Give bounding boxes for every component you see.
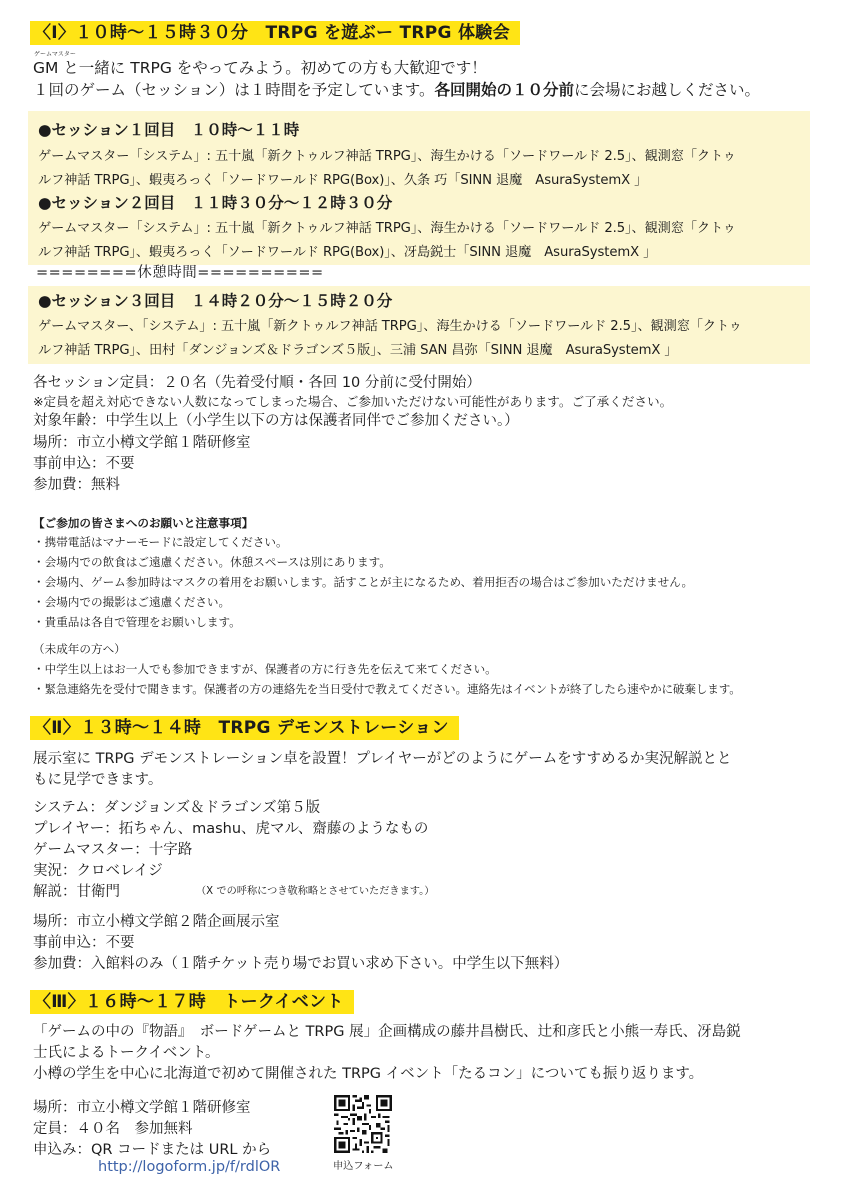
capacity: 各セッション定員：２０名（先着受付順・各回 10 分前に受付開始） (33, 375, 481, 391)
venue: 場所：市立小樽文学館１階研修室 (33, 435, 251, 451)
section3-capacity: 定員：４０名 参加無料 (33, 1121, 193, 1137)
session2-gm-line2: ルフ神話 TRPG」、蝦夷ろっく「ソードワールド RPG(Box)」、冴島鋭士「SINN 退魔 AsuraSystemX 」 (38, 245, 657, 260)
demo-system: システム：ダンジョンズ＆ドラゴンズ第５版 (33, 800, 321, 816)
demo-players: プレイヤー：拓ちゃん、mashu、虎マル、齋藤のようなもの (33, 821, 429, 837)
notice-item: ・携帯電話はマナーモードに設定してください。 (33, 535, 288, 549)
notice-item: ・会場内、ゲーム参加時はマスクの着用をお願いします。話すことが主になるため、着用拒否の場合はご参加いただけません。 (33, 575, 694, 589)
section2-venue: 場所：市立小樽文学館２階企画展示室 (33, 914, 280, 930)
intro-text-c: に会場にお越しください。 (573, 81, 760, 99)
section3-venue: 場所：市立小樽文学館１階研修室 (33, 1100, 251, 1116)
target-age: 対象年齢：中学生以上（小学生以下の方は保護者同伴でご参加ください。） (33, 413, 519, 429)
section3-apply: 申込み：QR コードまたは URL から (33, 1142, 272, 1158)
session3-title: ●セッション３回目 １４時２０分〜１５時２０分 (38, 292, 393, 310)
pre-registration: 事前申込：不要 (33, 456, 135, 472)
section1-heading: 〈Ⅰ〉１０時〜１５時３０分 TRPG を遊ぶー TRPG 体験会 (30, 21, 520, 45)
section2-desc-1: 展示室に TRPG デモンストレーション卓を設置！プレイヤーがどのようにゲームをすすめるか実況解説とと (33, 751, 732, 767)
demo-commentary: 実況：クロベレイジ (33, 863, 163, 879)
qr-caption: 申込フォーム (333, 1161, 394, 1172)
session1-gm-line2: ルフ神話 TRPG」、蝦夷ろっく「ソードワールド RPG(Box)」、久条 巧「SINN 退魔 AsuraSystemX 」 (38, 173, 648, 188)
gm-ruby: ゲームマスター (34, 51, 76, 58)
qr-code-icon[interactable] (334, 1095, 392, 1153)
demo-gm: ゲームマスター：十字路 (33, 842, 193, 858)
notice-title: 【ご参加の皆さまへのお願いと注意事項】 (33, 516, 254, 530)
notice-item: ・会場内での撮影はご遠慮ください。 (33, 595, 231, 609)
minor-title: （未成年の方へ） (33, 642, 126, 656)
session1-title: ●セッション１回目 １０時〜１１時 (38, 121, 300, 139)
section2-desc-2: もに見学できます。 (33, 772, 163, 788)
session2-gm-line1: ゲームマスター「システム」: 五十嵐「新クトゥルフ神話 TRPG」、海生かける「ソードワールド 2.5」、観測窓「クトゥ (38, 221, 736, 236)
intro-text-a: １回のゲーム（セッション）は１時間を予定しています。 (33, 81, 435, 99)
fee: 参加費：無料 (33, 477, 120, 493)
minor-note: ・緊急連絡先を受付で聞きます。保護者の方の連絡先を当日受付で教えてください。連絡先はイベントが終了したら速やかに破棄します。 (33, 682, 741, 696)
section2-pre-registration: 事前申込：不要 (33, 935, 135, 951)
section2-heading: 〈Ⅱ〉１３時〜１４時 TRPG デモンストレーション (30, 716, 459, 740)
section3-desc-2: 士氏によるトークイベント。 (33, 1045, 220, 1061)
section1-intro-1: GM と一緒に TRPG をやってみよう。初めての方も大歓迎です！ (33, 59, 487, 77)
section1-intro-2 (33, 79, 760, 101)
section3-desc-1: 「ゲームの中の『物語』 ボードゲームと TRPG 展」企画構成の藤井昌樹氏、辻和彦氏と小熊一寿氏、冴島鋭 (33, 1024, 741, 1040)
section2-fee: 参加費：入館料のみ（１階チケット売り場でお買い求め下さい。中学生以下無料） (33, 956, 569, 972)
intro-emphasis: 各回開始の１０分前 (434, 81, 574, 99)
session2-title: ●セッション２回目 １１時３０分〜１２時３０分 (38, 194, 393, 212)
demo-explanation: 解説：甘衛門 (33, 884, 120, 900)
minor-note: ・中学生以上はお一人でも参加できますが、保護者の方に行き先を伝えて来てください。 (33, 662, 497, 676)
session3-gm-line2: ルフ神話 TRPG」、田村「ダンジョンズ＆ドラゴンズ５版」、三浦 SAN 昌弥「SINN 退魔 AsuraSystemX 」 (38, 343, 678, 358)
application-url-link[interactable]: http://logoform.jp/f/rdlOR (98, 1159, 281, 1175)
session1-gm-line1: ゲームマスター「システム」: 五十嵐「新クトゥルフ神話 TRPG」、海生かける「ソードワールド 2.5」、観測窓「クトゥ (38, 149, 736, 164)
break-line: ========休憩時間========== (36, 265, 324, 281)
session-box-3 (28, 286, 810, 364)
honorific-note: （X での呼称につき敬称略とさせていただきます。） (196, 886, 435, 897)
session3-gm-line1: ゲームマスター、「システム」: 五十嵐「新クトゥルフ神話 TRPG」、海生かける「ソードワールド 2.5」、観測窓「クトゥ (38, 319, 742, 334)
section3-desc-3: 小樽の学生を中心に北海道で初めて開催された TRPG イベント「たるコン」についても振り返ります。 (33, 1066, 704, 1082)
notice-item: ・会場内での飲食はご遠慮ください。休憩スペースは別にあります。 (33, 555, 391, 569)
notice-item: ・貴重品は各自で管理をお願いします。 (33, 615, 241, 629)
section3-heading: 〈Ⅲ〉１６時〜１７時 トークイベント (30, 990, 354, 1014)
session-box-1-2 (28, 111, 810, 265)
capacity-note: ※定員を超え対応できない人数になってしまった場合、ご参加いただけない可能性があります。ご了承ください。 (33, 394, 673, 409)
